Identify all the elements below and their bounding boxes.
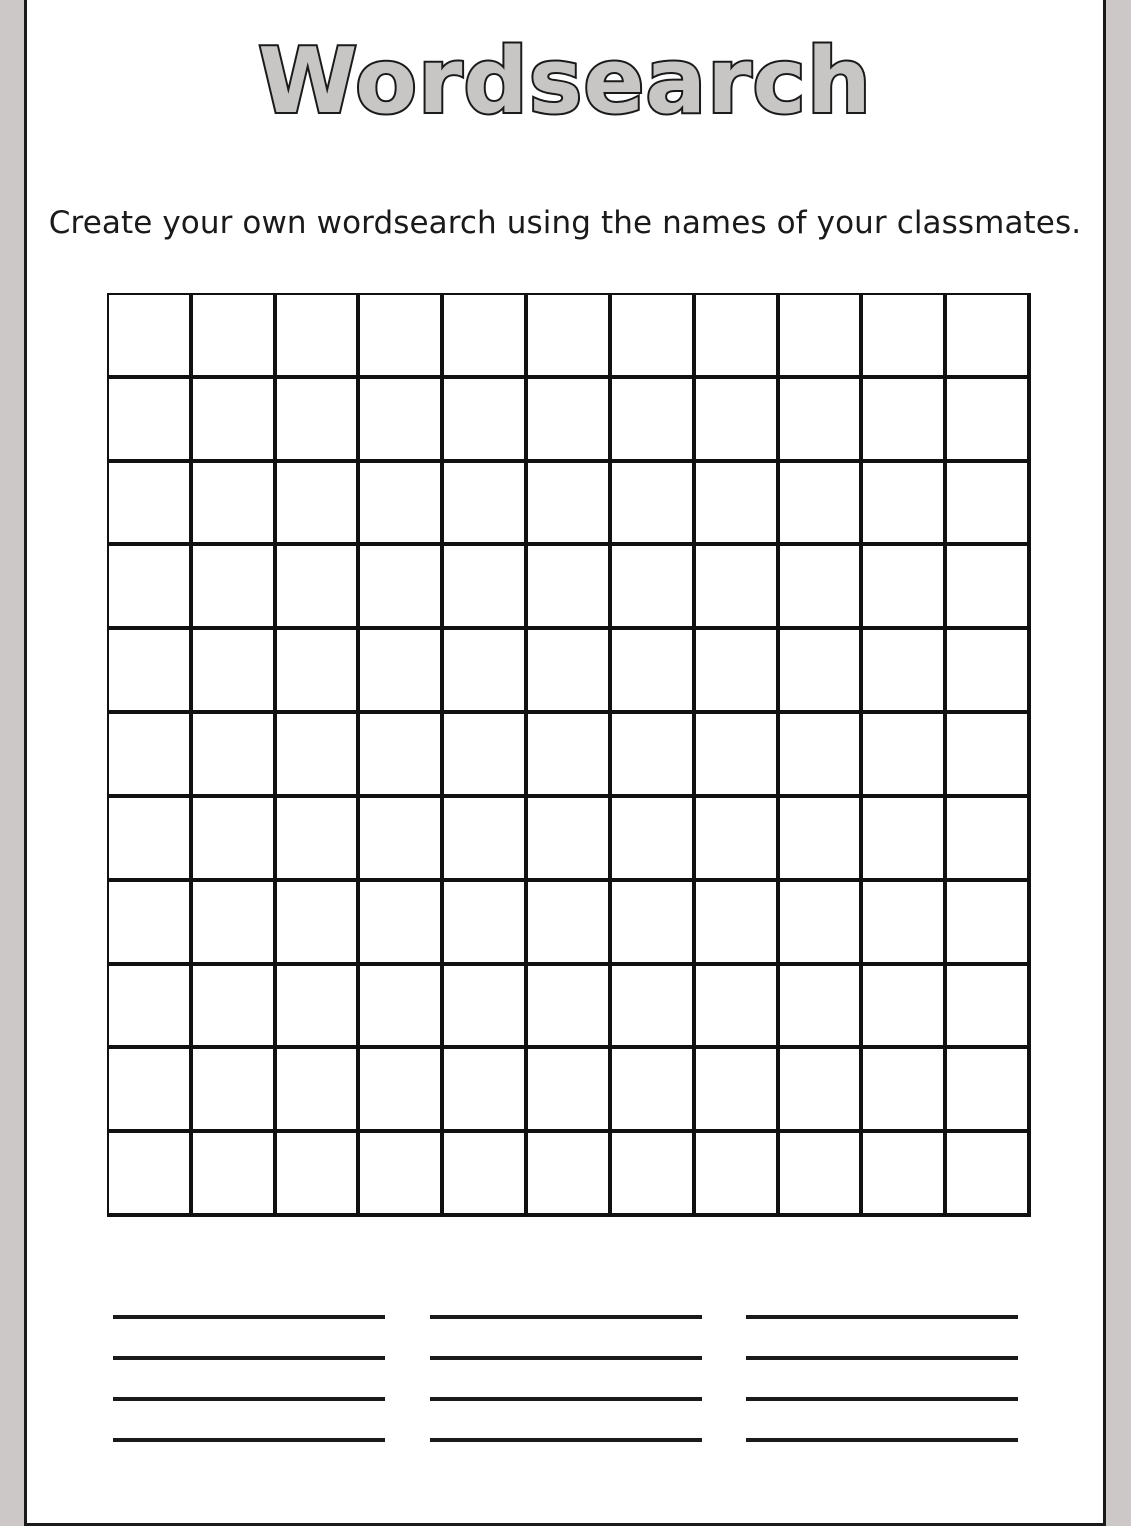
grid-cell[interactable] <box>277 714 361 798</box>
grid-cell[interactable] <box>528 463 612 547</box>
grid-cell[interactable] <box>696 546 780 630</box>
grid-cell[interactable] <box>444 966 528 1050</box>
grid-cell[interactable] <box>780 966 864 1050</box>
grid-cell[interactable] <box>193 714 277 798</box>
page-title: Wordsearch <box>258 29 872 134</box>
grid-cell[interactable] <box>696 1049 780 1133</box>
grid-cell[interactable] <box>277 882 361 966</box>
grid-cell[interactable] <box>109 379 193 463</box>
answer-line[interactable] <box>430 1438 702 1442</box>
instructions-text: Create your own wordsearch using the names of your classmates. <box>48 205 1082 241</box>
grid-cell[interactable] <box>947 966 1031 1050</box>
grid-cell[interactable] <box>863 714 947 798</box>
grid-cell[interactable] <box>528 630 612 714</box>
grid-cell[interactable] <box>863 882 947 966</box>
grid-cell[interactable] <box>612 295 696 379</box>
grid-cell[interactable] <box>444 798 528 882</box>
grid-cell[interactable] <box>109 1049 193 1133</box>
grid-cell[interactable] <box>863 546 947 630</box>
grid-cell[interactable] <box>947 295 1031 379</box>
grid-cell[interactable] <box>947 546 1031 630</box>
answer-line[interactable] <box>746 1438 1018 1442</box>
grid-cell[interactable] <box>109 882 193 966</box>
grid-cell[interactable] <box>863 966 947 1050</box>
grid-cell[interactable] <box>863 1133 947 1217</box>
grid-cell[interactable] <box>193 1133 277 1217</box>
grid-cell[interactable] <box>360 714 444 798</box>
grid-cell[interactable] <box>780 546 864 630</box>
answer-column-1 <box>113 1315 385 1479</box>
grid-cell[interactable] <box>612 1133 696 1217</box>
answer-line[interactable] <box>430 1397 702 1401</box>
grid-cell[interactable] <box>109 630 193 714</box>
grid-cell[interactable] <box>947 714 1031 798</box>
grid-cell[interactable] <box>696 1133 780 1217</box>
grid-cell[interactable] <box>193 295 277 379</box>
grid-cell[interactable] <box>780 295 864 379</box>
grid-cell[interactable] <box>360 379 444 463</box>
grid-cell[interactable] <box>780 463 864 547</box>
answer-column-2 <box>430 1315 702 1479</box>
grid-cell[interactable] <box>612 463 696 547</box>
grid-cell[interactable] <box>528 798 612 882</box>
grid-cell[interactable] <box>193 546 277 630</box>
grid-cell[interactable] <box>780 1049 864 1133</box>
grid-cell[interactable] <box>109 546 193 630</box>
grid-cell[interactable] <box>444 630 528 714</box>
worksheet-page <box>24 0 1106 1526</box>
grid-cell[interactable] <box>696 714 780 798</box>
grid-cell[interactable] <box>277 546 361 630</box>
grid-cell[interactable] <box>863 295 947 379</box>
answer-column-3 <box>746 1315 1018 1479</box>
grid-cell[interactable] <box>696 463 780 547</box>
grid-cell[interactable] <box>277 463 361 547</box>
grid-cell[interactable] <box>444 1133 528 1217</box>
grid-cell[interactable] <box>947 379 1031 463</box>
grid-cell[interactable] <box>360 295 444 379</box>
grid-cell[interactable] <box>360 630 444 714</box>
grid-cell[interactable] <box>947 1133 1031 1217</box>
grid-cell[interactable] <box>277 798 361 882</box>
answer-line[interactable] <box>113 1356 385 1360</box>
grid-cell[interactable] <box>360 1049 444 1133</box>
answer-line[interactable] <box>746 1397 1018 1401</box>
grid-cell[interactable] <box>528 966 612 1050</box>
grid-cell[interactable] <box>528 1049 612 1133</box>
grid-cell[interactable] <box>360 882 444 966</box>
grid-cell[interactable] <box>193 882 277 966</box>
grid-cell[interactable] <box>193 379 277 463</box>
grid-cell[interactable] <box>863 798 947 882</box>
grid-cell[interactable] <box>863 379 947 463</box>
grid-cell[interactable] <box>612 966 696 1050</box>
grid-cell[interactable] <box>277 966 361 1050</box>
answer-line[interactable] <box>113 1315 385 1319</box>
wordsearch-grid <box>107 293 1031 1217</box>
grid-cell[interactable] <box>528 1133 612 1217</box>
grid-cell[interactable] <box>193 966 277 1050</box>
grid-cell[interactable] <box>360 1133 444 1217</box>
grid-cell[interactable] <box>863 630 947 714</box>
grid-cell[interactable] <box>109 714 193 798</box>
answer-line[interactable] <box>430 1356 702 1360</box>
grid-cell[interactable] <box>193 1049 277 1133</box>
grid-cell[interactable] <box>360 966 444 1050</box>
grid-cell[interactable] <box>109 798 193 882</box>
grid-cell[interactable] <box>360 463 444 547</box>
grid-cell[interactable] <box>193 798 277 882</box>
grid-cell[interactable] <box>947 798 1031 882</box>
grid-cell[interactable] <box>444 546 528 630</box>
grid-cell[interactable] <box>780 882 864 966</box>
grid-cell[interactable] <box>528 714 612 798</box>
grid-cell[interactable] <box>696 379 780 463</box>
grid-cell[interactable] <box>444 463 528 547</box>
grid-cell[interactable] <box>360 798 444 882</box>
answer-line[interactable] <box>430 1315 702 1319</box>
grid-cell[interactable] <box>612 714 696 798</box>
grid-cell[interactable] <box>612 1049 696 1133</box>
grid-cell[interactable] <box>277 1133 361 1217</box>
grid-cell[interactable] <box>780 630 864 714</box>
grid-cell[interactable] <box>780 714 864 798</box>
grid-cell[interactable] <box>863 463 947 547</box>
grid-cell[interactable] <box>780 798 864 882</box>
grid-cell[interactable] <box>444 882 528 966</box>
grid-cell[interactable] <box>612 379 696 463</box>
grid-cell[interactable] <box>193 630 277 714</box>
grid-cell[interactable] <box>612 882 696 966</box>
grid-cell[interactable] <box>277 630 361 714</box>
grid-cell[interactable] <box>696 798 780 882</box>
grid-cell[interactable] <box>109 966 193 1050</box>
answer-line[interactable] <box>113 1397 385 1401</box>
grid-cell[interactable] <box>109 463 193 547</box>
answer-line[interactable] <box>746 1315 1018 1319</box>
grid-cell[interactable] <box>444 714 528 798</box>
grid-cell[interactable] <box>947 882 1031 966</box>
grid-cell[interactable] <box>109 1133 193 1217</box>
grid-cell[interactable] <box>444 379 528 463</box>
grid-cell[interactable] <box>947 463 1031 547</box>
grid-cell[interactable] <box>696 630 780 714</box>
grid-cell[interactable] <box>612 630 696 714</box>
grid-cell[interactable] <box>360 546 444 630</box>
grid-cell[interactable] <box>696 882 780 966</box>
grid-cell[interactable] <box>528 882 612 966</box>
grid-cell[interactable] <box>109 295 193 379</box>
grid-cell[interactable] <box>612 798 696 882</box>
grid-cell[interactable] <box>947 1049 1031 1133</box>
grid-cell[interactable] <box>863 1049 947 1133</box>
grid-cell[interactable] <box>612 546 696 630</box>
grid-cell[interactable] <box>277 379 361 463</box>
grid-cell[interactable] <box>696 966 780 1050</box>
grid-cell[interactable] <box>528 295 612 379</box>
grid-cell[interactable] <box>444 1049 528 1133</box>
grid-cell[interactable] <box>780 1133 864 1217</box>
grid-cell[interactable] <box>528 546 612 630</box>
grid-cell[interactable] <box>528 379 612 463</box>
grid-cell[interactable] <box>277 295 361 379</box>
grid-cell[interactable] <box>780 379 864 463</box>
grid-cell[interactable] <box>947 630 1031 714</box>
grid-cell[interactable] <box>444 295 528 379</box>
answer-line[interactable] <box>113 1438 385 1442</box>
grid-cell[interactable] <box>277 1049 361 1133</box>
grid-cell[interactable] <box>696 295 780 379</box>
answer-line[interactable] <box>746 1356 1018 1360</box>
grid-cell[interactable] <box>193 463 277 547</box>
